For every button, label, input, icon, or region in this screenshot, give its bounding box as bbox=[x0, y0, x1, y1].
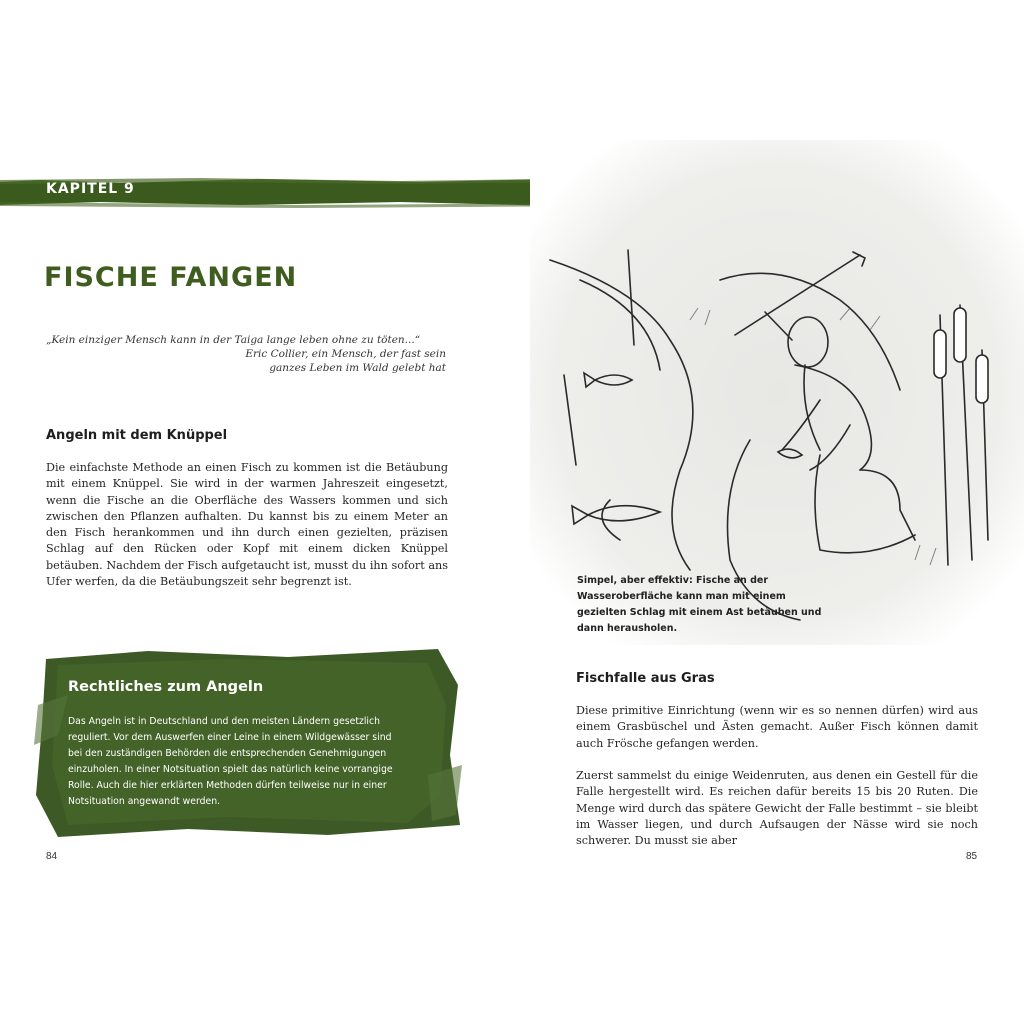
epigraph-quote bbox=[46, 333, 446, 375]
fisherman-illustration bbox=[520, 140, 1024, 645]
legal-box-text: Das Angeln ist in Deutschland und den meisten Ländern gesetzlich reguliert. Vor dem Auswerfen einer Leine in einem Wildgewässer sind bei den zuständigen Behörden die entsprechenden Genehmigungen einzuholen. In einer Notsituation spielt das natürlich keine vorrangige Rolle. Auch die hier erklärten Methoden dürfen teilweise nur in einer Notsituation angewandt werden. bbox=[68, 716, 393, 807]
quote-text: „Kein einziger Mensch kann in der Taiga lange leben ohne zu töten...“ bbox=[46, 334, 421, 346]
illustration-caption: Simpel, aber effektiv: Fische an der Wasseroberfläche kann man mit einem gezielten Schlag mit einem Ast betäuben und dann herausholen. bbox=[577, 575, 822, 634]
legal-box-title: Rechtliches zum Angeln bbox=[68, 679, 264, 695]
section-paragraph-kueppel: Die einfachste Methode an einen Fisch zu kommen ist die Betäubung mit einem Knüppel. Sie wird in der warmen Jahreszeit eingesetzt, wenn die Fische an die Oberfläche des Wassers kommen und sich zwischen den Pflanzen aufhalten. Du kannst bis zu einem Meter an den Fisch herankommen und ihn durch einen gezielten, präzisen Schlag auf den Rücken oder Kopf mit einem dicken Knüppel betäuben. Nachdem der Fisch aufgetaucht ist, musst du ihn sofort ans Ufer werfen, da die Betäubungszeit sehr begrenzt ist. bbox=[46, 461, 448, 589]
quote-attribution-line1: Eric Collier, ein Mensch, der fast sein bbox=[245, 348, 446, 360]
page-number-left: 84 bbox=[46, 851, 58, 862]
section-heading-fischfalle: Fischfalle aus Gras bbox=[576, 671, 715, 686]
section-paragraph-fischfalle-2: Zuerst sammelst du einige Weidenruten, aus denen ein Gestell für die Falle hergestellt wird. Es reichen dafür bereits 15 bis 20 Ruten. Die Menge wird durch das spätere Gewicht der Falle bestimmt – sie bleibt im Wasser liegen, und durch Aufsaugen der Nässe wird sie noch schwerer. Du musst sie aber bbox=[576, 769, 978, 848]
quote-attribution-line2: ganzes Leben im Wald gelebt hat bbox=[269, 362, 446, 374]
chapter-label: KAPITEL 9 bbox=[46, 181, 135, 197]
section-heading-kueppel: Angeln mit dem Knüppel bbox=[46, 428, 228, 443]
section-paragraph-fischfalle-1: Diese primitive Einrichtung (wenn wir es so nennen dürfen) wird aus einem Grasbüschel und Ästen gemacht. Außer Fisch können damit auch Frösche gefangen werden. bbox=[576, 704, 978, 750]
page-number-right: 85 bbox=[966, 851, 978, 862]
page-title: FISCHE FANGEN bbox=[44, 262, 298, 293]
